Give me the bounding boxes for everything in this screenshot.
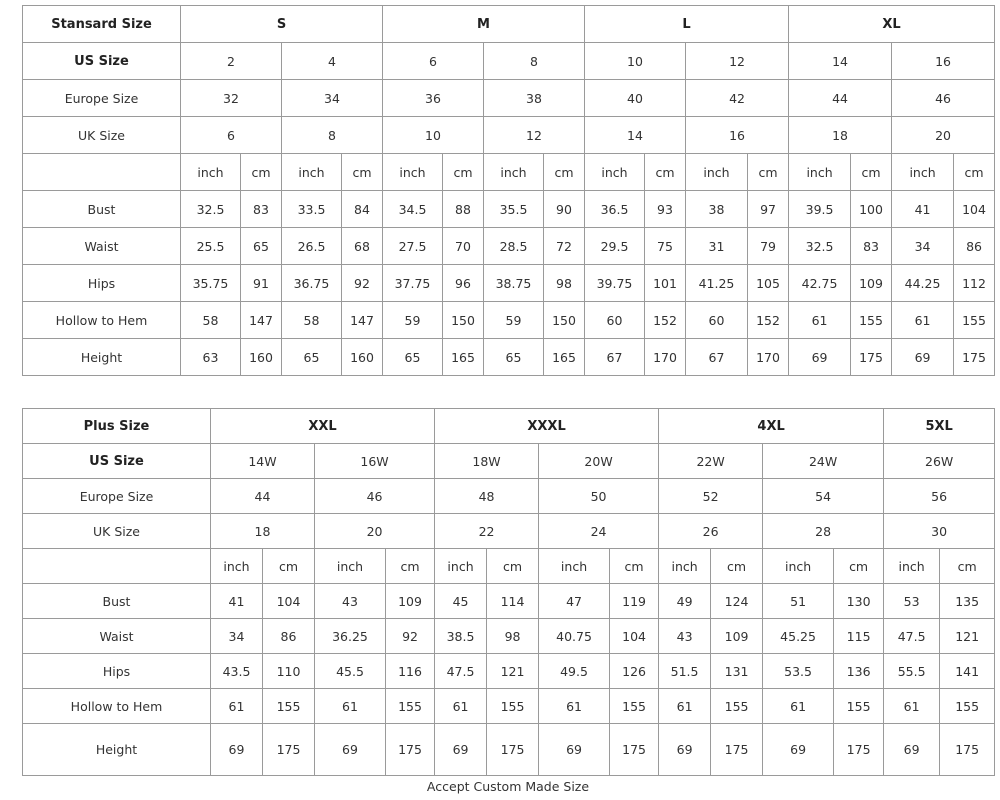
measure-value: 65 <box>282 339 342 376</box>
measure-value: 92 <box>386 619 435 654</box>
row-label: Europe Size <box>23 80 181 117</box>
measure-value: 109 <box>386 584 435 619</box>
measure-value: 58 <box>282 302 342 339</box>
size-value: 14W <box>211 444 315 479</box>
unit-inch: inch <box>585 154 645 191</box>
measure-value: 34 <box>211 619 263 654</box>
table-title: Plus Size <box>23 409 211 444</box>
measure-value: 121 <box>940 619 995 654</box>
unit-cm: cm <box>940 549 995 584</box>
size-value: 2 <box>181 43 282 80</box>
uk-size-row <box>23 514 995 549</box>
measure-value: 112 <box>954 265 995 302</box>
size-value: 24W <box>763 444 884 479</box>
measure-value: 90 <box>544 191 585 228</box>
measure-row <box>23 191 995 228</box>
plus-size-table <box>22 408 995 776</box>
size-group-header: L <box>585 6 789 43</box>
us-size-row <box>23 43 995 80</box>
measure-label: Height <box>23 339 181 376</box>
measure-value: 29.5 <box>585 228 645 265</box>
measure-value: 53.5 <box>763 654 834 689</box>
unit-cm: cm <box>834 549 884 584</box>
size-group-header: 5XL <box>884 409 995 444</box>
size-value: 44 <box>211 479 315 514</box>
measure-value: 69 <box>539 724 610 776</box>
measure-value: 109 <box>851 265 892 302</box>
size-group-row <box>23 409 995 444</box>
row-label: Europe Size <box>23 479 211 514</box>
measure-value: 67 <box>686 339 748 376</box>
measure-value: 55.5 <box>884 654 940 689</box>
measure-value: 47.5 <box>435 654 487 689</box>
row-label: US Size <box>23 43 181 80</box>
measure-value: 67 <box>585 339 645 376</box>
size-value: 26 <box>659 514 763 549</box>
measure-value: 51 <box>763 584 834 619</box>
size-value: 18W <box>435 444 539 479</box>
unit-cm: cm <box>241 154 282 191</box>
size-value: 26W <box>884 444 995 479</box>
size-value: 14 <box>585 117 686 154</box>
measure-value: 86 <box>954 228 995 265</box>
europe-size-row <box>23 479 995 514</box>
measure-value: 104 <box>263 584 315 619</box>
measure-value: 69 <box>315 724 386 776</box>
measure-row <box>23 619 995 654</box>
measure-value: 43.5 <box>211 654 263 689</box>
measure-value: 101 <box>645 265 686 302</box>
us-size-row <box>23 444 995 479</box>
size-value: 12 <box>484 117 585 154</box>
measure-value: 35.5 <box>484 191 544 228</box>
measure-value: 135 <box>940 584 995 619</box>
size-value: 20 <box>315 514 435 549</box>
size-value: 6 <box>383 43 484 80</box>
size-value: 14 <box>789 43 892 80</box>
row-label: US Size <box>23 444 211 479</box>
measure-value: 141 <box>940 654 995 689</box>
measure-value: 70 <box>443 228 484 265</box>
size-value: 16 <box>686 117 789 154</box>
measure-value: 100 <box>851 191 892 228</box>
measure-value: 49 <box>659 584 711 619</box>
measure-value: 155 <box>834 689 884 724</box>
measure-value: 155 <box>851 302 892 339</box>
measure-value: 114 <box>487 584 539 619</box>
measure-value: 35.75 <box>181 265 241 302</box>
unit-cm: cm <box>711 549 763 584</box>
size-value: 34 <box>282 80 383 117</box>
table-title: Stansard Size <box>23 6 181 43</box>
size-value: 48 <box>435 479 539 514</box>
measure-value: 170 <box>645 339 686 376</box>
size-value: 20 <box>892 117 995 154</box>
measure-value: 96 <box>443 265 484 302</box>
size-value: 30 <box>884 514 995 549</box>
size-value: 40 <box>585 80 686 117</box>
measure-value: 130 <box>834 584 884 619</box>
measure-value: 86 <box>263 619 315 654</box>
measure-value: 61 <box>315 689 386 724</box>
measure-value: 175 <box>610 724 659 776</box>
measure-value: 61 <box>211 689 263 724</box>
measure-value: 38.5 <box>435 619 487 654</box>
measure-value: 43 <box>659 619 711 654</box>
measure-value: 155 <box>487 689 539 724</box>
unit-cm: cm <box>386 549 435 584</box>
measure-value: 61 <box>892 302 954 339</box>
unit-inch: inch <box>892 154 954 191</box>
measure-value: 175 <box>487 724 539 776</box>
measure-value: 155 <box>386 689 435 724</box>
measure-value: 63 <box>181 339 241 376</box>
unit-inch: inch <box>763 549 834 584</box>
size-value: 52 <box>659 479 763 514</box>
unit-inch: inch <box>383 154 443 191</box>
europe-size-row <box>23 80 995 117</box>
measure-value: 83 <box>241 191 282 228</box>
measure-value: 42.75 <box>789 265 851 302</box>
size-value: 16 <box>892 43 995 80</box>
measure-row <box>23 265 995 302</box>
size-value: 16W <box>315 444 435 479</box>
size-value: 20W <box>539 444 659 479</box>
measure-value: 175 <box>940 724 995 776</box>
measure-value: 155 <box>940 689 995 724</box>
size-value: 54 <box>763 479 884 514</box>
measure-value: 79 <box>748 228 789 265</box>
size-group-header: M <box>383 6 585 43</box>
measure-value: 65 <box>484 339 544 376</box>
measure-value: 84 <box>342 191 383 228</box>
measure-value: 170 <box>748 339 789 376</box>
measure-value: 68 <box>342 228 383 265</box>
measure-value: 92 <box>342 265 383 302</box>
measure-value: 75 <box>645 228 686 265</box>
unit-inch: inch <box>539 549 610 584</box>
measure-value: 25.5 <box>181 228 241 265</box>
size-value: 18 <box>789 117 892 154</box>
measure-value: 41 <box>892 191 954 228</box>
measure-value: 150 <box>443 302 484 339</box>
measure-value: 65 <box>241 228 282 265</box>
measure-row <box>23 654 995 689</box>
measure-value: 69 <box>435 724 487 776</box>
unit-cm: cm <box>487 549 539 584</box>
measure-value: 27.5 <box>383 228 443 265</box>
measure-value: 51.5 <box>659 654 711 689</box>
row-label: UK Size <box>23 117 181 154</box>
measure-value: 91 <box>241 265 282 302</box>
measure-value: 175 <box>834 724 884 776</box>
uk-size-row <box>23 117 995 154</box>
measure-value: 119 <box>610 584 659 619</box>
size-value: 38 <box>484 80 585 117</box>
unit-inch: inch <box>789 154 851 191</box>
measure-value: 59 <box>383 302 443 339</box>
measure-label: Bust <box>23 584 211 619</box>
measure-value: 175 <box>954 339 995 376</box>
measure-value: 110 <box>263 654 315 689</box>
size-group-header: XL <box>789 6 995 43</box>
standard-size-table <box>22 5 995 376</box>
measure-value: 109 <box>711 619 763 654</box>
size-value: 44 <box>789 80 892 117</box>
measure-row <box>23 302 995 339</box>
measure-value: 88 <box>443 191 484 228</box>
measure-value: 40.75 <box>539 619 610 654</box>
measure-value: 58 <box>181 302 241 339</box>
unit-inch: inch <box>659 549 711 584</box>
measure-label: Hips <box>23 654 211 689</box>
unit-row <box>23 549 995 584</box>
measure-value: 160 <box>342 339 383 376</box>
measure-value: 155 <box>954 302 995 339</box>
size-value: 50 <box>539 479 659 514</box>
measure-label: Waist <box>23 619 211 654</box>
measure-value: 31 <box>686 228 748 265</box>
measure-value: 39.5 <box>789 191 851 228</box>
measure-value: 45.25 <box>763 619 834 654</box>
measure-value: 60 <box>686 302 748 339</box>
measure-value: 36.25 <box>315 619 386 654</box>
measure-value: 41 <box>211 584 263 619</box>
measure-label: Height <box>23 724 211 776</box>
measure-value: 147 <box>241 302 282 339</box>
measure-value: 152 <box>748 302 789 339</box>
measure-value: 26.5 <box>282 228 342 265</box>
size-group-row <box>23 6 995 43</box>
size-group-header: S <box>181 6 383 43</box>
measure-value: 39.75 <box>585 265 645 302</box>
measure-value: 69 <box>789 339 851 376</box>
measure-value: 72 <box>544 228 585 265</box>
measure-value: 175 <box>851 339 892 376</box>
measure-value: 69 <box>892 339 954 376</box>
measure-value: 36.75 <box>282 265 342 302</box>
measure-value: 61 <box>435 689 487 724</box>
size-group-header: 4XL <box>659 409 884 444</box>
measure-value: 59 <box>484 302 544 339</box>
measure-value: 60 <box>585 302 645 339</box>
measure-value: 131 <box>711 654 763 689</box>
size-value: 28 <box>763 514 884 549</box>
unit-inch: inch <box>282 154 342 191</box>
measure-value: 61 <box>884 689 940 724</box>
size-value: 12 <box>686 43 789 80</box>
size-value: 22 <box>435 514 539 549</box>
measure-value: 116 <box>386 654 435 689</box>
measure-value: 44.25 <box>892 265 954 302</box>
measure-value: 47 <box>539 584 610 619</box>
size-value: 46 <box>892 80 995 117</box>
size-value: 18 <box>211 514 315 549</box>
row-label: UK Size <box>23 514 211 549</box>
measure-value: 61 <box>763 689 834 724</box>
measure-value: 155 <box>610 689 659 724</box>
measure-value: 105 <box>748 265 789 302</box>
measure-value: 175 <box>711 724 763 776</box>
measure-value: 53 <box>884 584 940 619</box>
unit-inch: inch <box>315 549 386 584</box>
size-value: 8 <box>282 117 383 154</box>
measure-value: 155 <box>711 689 763 724</box>
measure-value: 175 <box>263 724 315 776</box>
measure-label: Hollow to Hem <box>23 689 211 724</box>
measure-value: 121 <box>487 654 539 689</box>
size-value: 8 <box>484 43 585 80</box>
measure-value: 49.5 <box>539 654 610 689</box>
unit-cm: cm <box>645 154 686 191</box>
measure-value: 152 <box>645 302 686 339</box>
measure-value: 36.5 <box>585 191 645 228</box>
measure-value: 98 <box>487 619 539 654</box>
measure-value: 32.5 <box>181 191 241 228</box>
unit-inch: inch <box>686 154 748 191</box>
measure-value: 34.5 <box>383 191 443 228</box>
measure-value: 165 <box>544 339 585 376</box>
measure-value: 104 <box>954 191 995 228</box>
measure-value: 41.25 <box>686 265 748 302</box>
unit-cm: cm <box>443 154 484 191</box>
size-value: 6 <box>181 117 282 154</box>
measure-value: 34 <box>892 228 954 265</box>
empty-cell <box>23 154 181 191</box>
unit-inch: inch <box>435 549 487 584</box>
custom-size-note: Accept Custom Made Size <box>426 779 590 794</box>
measure-value: 69 <box>884 724 940 776</box>
unit-inch: inch <box>211 549 263 584</box>
measure-value: 69 <box>659 724 711 776</box>
unit-cm: cm <box>851 154 892 191</box>
measure-row <box>23 724 995 776</box>
unit-cm: cm <box>954 154 995 191</box>
size-value: 42 <box>686 80 789 117</box>
measure-value: 47.5 <box>884 619 940 654</box>
measure-value: 97 <box>748 191 789 228</box>
size-value: 22W <box>659 444 763 479</box>
measure-value: 33.5 <box>282 191 342 228</box>
measure-value: 126 <box>610 654 659 689</box>
measure-row <box>23 584 995 619</box>
size-value: 10 <box>383 117 484 154</box>
measure-value: 69 <box>763 724 834 776</box>
unit-cm: cm <box>610 549 659 584</box>
measure-value: 69 <box>211 724 263 776</box>
measure-value: 38.75 <box>484 265 544 302</box>
measure-value: 61 <box>539 689 610 724</box>
size-value: 24 <box>539 514 659 549</box>
empty-cell <box>23 549 211 584</box>
unit-cm: cm <box>263 549 315 584</box>
measure-value: 160 <box>241 339 282 376</box>
measure-value: 165 <box>443 339 484 376</box>
measure-value: 43 <box>315 584 386 619</box>
unit-cm: cm <box>342 154 383 191</box>
measure-value: 61 <box>789 302 851 339</box>
measure-value: 150 <box>544 302 585 339</box>
measure-row <box>23 689 995 724</box>
unit-cm: cm <box>544 154 585 191</box>
measure-value: 104 <box>610 619 659 654</box>
measure-value: 136 <box>834 654 884 689</box>
size-group-header: XXXL <box>435 409 659 444</box>
measure-value: 65 <box>383 339 443 376</box>
measure-value: 98 <box>544 265 585 302</box>
measure-value: 93 <box>645 191 686 228</box>
measure-value: 45.5 <box>315 654 386 689</box>
measure-label: Waist <box>23 228 181 265</box>
measure-value: 83 <box>851 228 892 265</box>
measure-label: Hollow to Hem <box>23 302 181 339</box>
size-value: 10 <box>585 43 686 80</box>
size-value: 56 <box>884 479 995 514</box>
measure-value: 155 <box>263 689 315 724</box>
unit-cm: cm <box>748 154 789 191</box>
measure-row <box>23 228 995 265</box>
measure-value: 147 <box>342 302 383 339</box>
unit-inch: inch <box>484 154 544 191</box>
measure-label: Bust <box>23 191 181 228</box>
measure-value: 37.75 <box>383 265 443 302</box>
measure-value: 61 <box>659 689 711 724</box>
measure-value: 28.5 <box>484 228 544 265</box>
size-value: 36 <box>383 80 484 117</box>
unit-inch: inch <box>884 549 940 584</box>
measure-value: 45 <box>435 584 487 619</box>
measure-value: 32.5 <box>789 228 851 265</box>
measure-value: 175 <box>386 724 435 776</box>
measure-row <box>23 339 995 376</box>
measure-value: 115 <box>834 619 884 654</box>
unit-row <box>23 154 995 191</box>
measure-value: 38 <box>686 191 748 228</box>
measure-label: Hips <box>23 265 181 302</box>
size-value: 32 <box>181 80 282 117</box>
measure-value: 124 <box>711 584 763 619</box>
size-value: 46 <box>315 479 435 514</box>
size-group-header: XXL <box>211 409 435 444</box>
unit-inch: inch <box>181 154 241 191</box>
size-value: 4 <box>282 43 383 80</box>
